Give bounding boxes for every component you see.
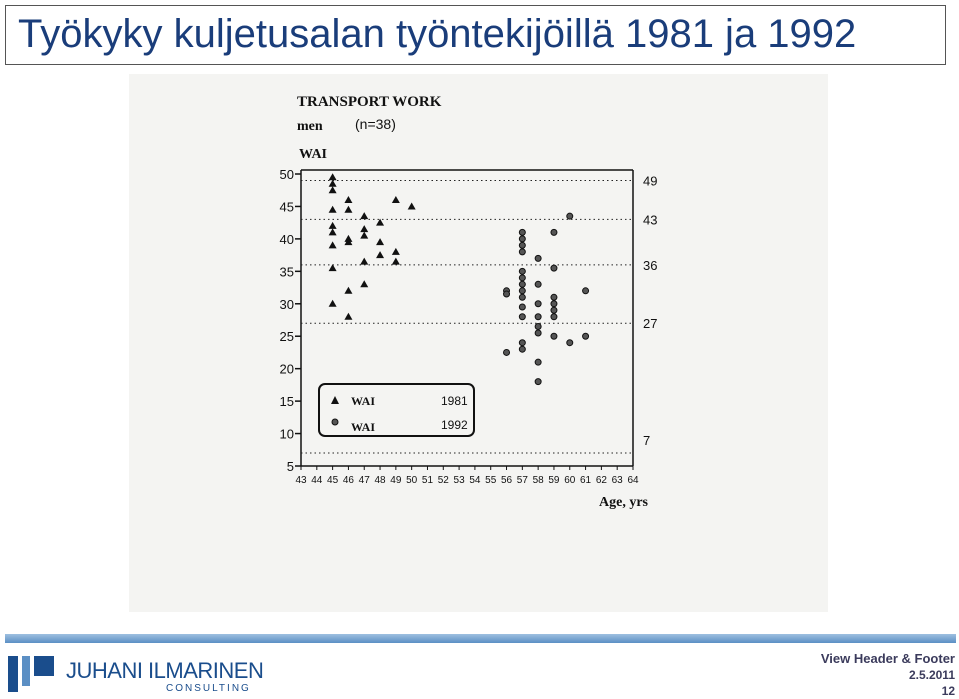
data-point-1981 — [344, 206, 352, 213]
chart-title: TRANSPORT WORK — [297, 94, 442, 110]
data-point-1992 — [519, 304, 525, 310]
x-tick-label: 45 — [327, 475, 339, 486]
data-point-1992 — [519, 294, 525, 300]
x-tick-label: 59 — [548, 475, 560, 486]
data-point-1981 — [329, 241, 337, 248]
plot-area — [280, 167, 658, 486]
data-point-1992 — [519, 314, 525, 320]
data-point-1981 — [329, 186, 337, 193]
x-tick-label: 51 — [421, 475, 434, 486]
data-point-1992 — [504, 349, 510, 355]
x-tick-label: 64 — [627, 475, 639, 486]
y-tick-label: 25 — [279, 329, 294, 345]
data-point-1981 — [344, 313, 352, 320]
data-point-1992 — [551, 314, 557, 320]
y-axis-label: WAI — [299, 147, 328, 162]
data-point-1992 — [551, 301, 557, 307]
data-point-1992 — [551, 294, 557, 300]
data-point-1981 — [360, 280, 368, 287]
title-box — [5, 5, 946, 65]
data-point-1992 — [519, 281, 525, 287]
data-point-1981 — [329, 300, 337, 307]
x-tick-label: 60 — [564, 475, 576, 486]
data-point-1981 — [344, 196, 352, 203]
x-tick-label: 55 — [485, 475, 497, 486]
x-tick-label: 47 — [358, 475, 370, 486]
data-point-1981 — [408, 202, 416, 209]
x-tick-label: 48 — [374, 475, 386, 486]
data-point-1981 — [344, 287, 352, 294]
data-point-1981 — [329, 228, 337, 235]
reference-line-label: 27 — [643, 316, 658, 332]
legend-circle-marker — [332, 419, 338, 425]
x-tick-label: 54 — [469, 475, 481, 486]
legend-1992-year: 1992 — [441, 418, 468, 432]
x-tick-label: 53 — [453, 475, 465, 486]
data-point-1992 — [551, 307, 557, 313]
y-tick-label: 40 — [279, 231, 294, 247]
x-tick-label: 61 — [580, 475, 592, 486]
data-point-1992 — [535, 281, 541, 287]
data-point-1981 — [376, 251, 384, 258]
data-point-1981 — [392, 196, 400, 203]
x-tick-label: 50 — [406, 475, 418, 486]
data-point-1992 — [519, 236, 525, 242]
data-point-1992 — [583, 333, 589, 339]
data-point-1992 — [519, 229, 525, 235]
data-point-1992 — [551, 333, 557, 339]
slide-title: Työkyky kuljetusalan työntekijöillä 1981 ja 1992 — [18, 12, 857, 56]
reference-line-label: 7 — [643, 433, 651, 449]
x-tick-label: 43 — [295, 475, 307, 486]
legend-1981-name: WAI — [351, 394, 376, 408]
logo-subtitle: CONSULTING — [166, 683, 251, 694]
data-point-1992 — [519, 242, 525, 248]
data-point-1992 — [535, 314, 541, 320]
x-tick-label: 58 — [532, 475, 544, 486]
data-point-1981 — [360, 232, 368, 239]
y-tick-label: 35 — [279, 264, 294, 280]
company-logo — [6, 652, 264, 696]
data-point-1981 — [392, 258, 400, 265]
x-tick-label: 56 — [500, 475, 513, 486]
data-point-1981 — [329, 222, 337, 229]
x-tick-label: 57 — [516, 475, 528, 486]
data-point-1992 — [519, 268, 525, 274]
x-tick-label: 62 — [595, 475, 607, 486]
data-point-1981 — [329, 206, 337, 213]
data-point-1992 — [519, 275, 525, 281]
legend-1992-name: WAI — [351, 420, 376, 434]
data-point-1992 — [535, 255, 541, 261]
footer-bar — [5, 634, 956, 643]
data-point-1992 — [551, 229, 557, 235]
chart-subtitle-group: men — [297, 119, 323, 134]
x-tick-label: 46 — [342, 475, 354, 486]
data-point-1981 — [376, 238, 384, 245]
y-tick-label: 20 — [279, 361, 294, 377]
y-tick-label: 15 — [279, 394, 294, 410]
data-point-1992 — [519, 249, 525, 255]
y-tick-label: 10 — [279, 426, 294, 442]
legend-1981-year: 1981 — [441, 394, 468, 408]
data-point-1992 — [567, 340, 573, 346]
y-tick-label: 45 — [279, 199, 294, 215]
data-point-1992 — [535, 330, 541, 336]
data-point-1992 — [535, 323, 541, 329]
data-point-1981 — [329, 173, 337, 180]
data-point-1981 — [360, 212, 368, 219]
data-point-1981 — [360, 258, 368, 265]
y-tick-label: 5 — [286, 459, 294, 474]
legend-triangle-marker — [331, 396, 339, 404]
data-point-1981 — [392, 248, 400, 255]
chart-scan — [129, 74, 828, 612]
data-point-1992 — [535, 301, 541, 307]
data-point-1992 — [519, 288, 525, 294]
data-point-1992 — [535, 359, 541, 365]
data-point-1981 — [329, 264, 337, 271]
data-point-1992 — [519, 340, 525, 346]
wai-scatter-chart — [129, 74, 828, 612]
legend — [319, 384, 474, 436]
logo-mark-icon — [6, 652, 58, 696]
reference-line-label: 43 — [643, 212, 658, 228]
data-point-1992 — [583, 288, 589, 294]
chart-subtitle-n: (n=38) — [355, 116, 396, 132]
x-axis-label: Age, yrs — [599, 495, 648, 510]
data-point-1992 — [504, 291, 510, 297]
logo-name: JUHANI ILMARINEN — [66, 658, 264, 683]
reference-line-label: 36 — [643, 257, 658, 273]
footer-header-footer-text: View Header & Footer — [820, 651, 955, 666]
data-point-1992 — [535, 379, 541, 385]
x-tick-label: 49 — [390, 475, 402, 486]
data-point-1981 — [360, 225, 368, 232]
data-point-1992 — [567, 213, 573, 219]
x-tick-label: 52 — [437, 475, 449, 486]
data-point-1981 — [329, 180, 337, 187]
x-tick-label: 44 — [311, 475, 323, 486]
data-point-1992 — [551, 265, 557, 271]
data-point-1992 — [519, 346, 525, 352]
footer-page-number: 12 — [941, 684, 955, 698]
x-tick-label: 63 — [611, 475, 623, 486]
reference-line-label: 49 — [643, 173, 658, 189]
y-tick-label: 30 — [279, 296, 294, 312]
y-tick-label: 50 — [279, 167, 294, 182]
footer-date: 2.5.2011 — [908, 668, 955, 682]
